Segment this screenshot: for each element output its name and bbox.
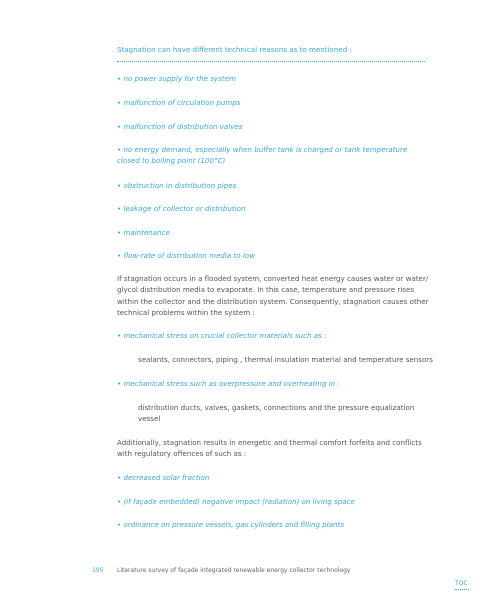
intro-heading: Stagnation can have different technical reasons as to mentioned :	[117, 45, 352, 54]
reason-item: • leakage of collector or distribution	[117, 204, 246, 213]
reason-item: • malfunction of distribution valves	[117, 122, 243, 131]
offence-item: • (if façade embedded) negative impact (radiation) on living space	[117, 497, 355, 506]
stress-item: • mechanical stress such as overpressure and overheating in :	[117, 379, 340, 388]
reason-item: • flow-rate of distribution media to low	[117, 251, 255, 260]
reason-item: • malfunction of circulation pumps	[117, 98, 241, 107]
divider	[117, 61, 425, 62]
stress-detail: distribution ducts, valves, gaskets, connections and the pressure equalization vessel	[138, 403, 415, 424]
body-paragraph: If stagnation occurs in a flooded system, converted heat energy causes water or water/ glycol distribution media to evaporate. In this case, temperature and pressure rises within the collector and the distribution system. Consequently, stagnation causes other technical problems within the system :	[117, 274, 429, 317]
stress-item: • mechanical stress on crucial collector materials such as :	[117, 331, 327, 340]
stress-detail: sealants, connectors, piping , thermal insulation material and temperature sensors	[138, 355, 433, 364]
body-paragraph: Additionally, stagnation results in energetic and thermal comfort forfeits and conflicts with regulatory offences of such as :	[117, 438, 422, 459]
reason-item: • maintenance	[117, 228, 170, 237]
reason-item: • no power supply for the system	[117, 74, 236, 83]
page-number: 195	[92, 567, 104, 574]
offence-item: • decreased solar fraction	[117, 473, 210, 482]
reason-item: • obstruction in distribution pipes	[117, 181, 237, 190]
reason-item: • no energy demand, especially when buffer tank is charged or tank temperature closed to boiling point (100°C)	[117, 145, 408, 166]
toc-link[interactable]: TOC	[455, 580, 468, 587]
toc-underline	[455, 589, 469, 590]
footer-title: Literature survey of façade integrated renewable energy collector technology	[117, 567, 351, 574]
offence-item: • ordinance on pressure vessels, gas cylinders and filling plants	[117, 520, 345, 529]
